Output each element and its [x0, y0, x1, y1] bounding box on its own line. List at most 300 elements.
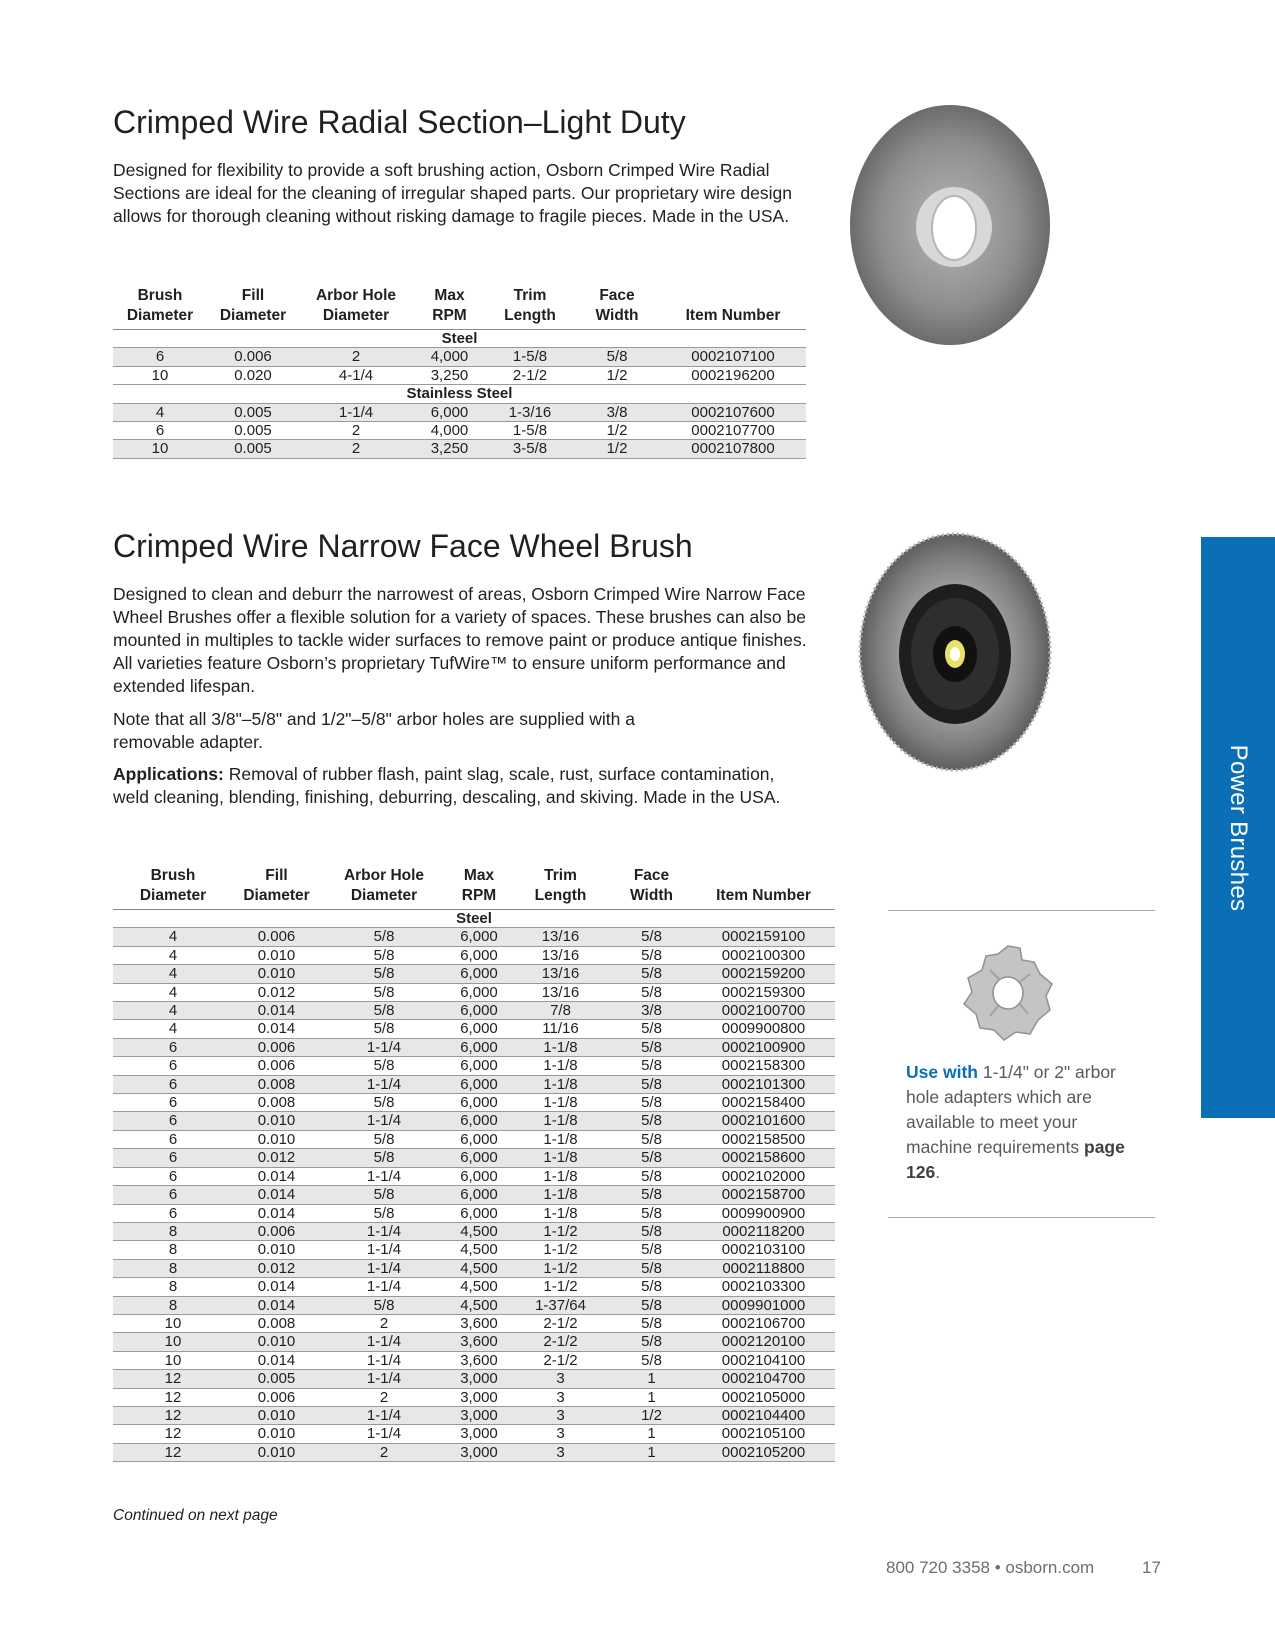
column-header-line: Arbor Hole [343, 867, 425, 884]
item-number-cell: 0002106700 [692, 1314, 835, 1332]
table-cell: 6 [113, 422, 207, 440]
table-cell: 6 [113, 1167, 233, 1185]
column-header-line: RPM [461, 887, 497, 904]
table-cell: 5/8 [611, 1149, 692, 1167]
table-cell: 6 [113, 1204, 233, 1222]
table-row [113, 1241, 835, 1259]
column-header-line [660, 286, 806, 306]
table-cell: 1-1/8 [510, 1038, 611, 1056]
radial-wire-brush-image [845, 100, 1060, 362]
item-number-cell: 0002158600 [692, 1149, 835, 1167]
table-cell: 10 [113, 1314, 233, 1332]
table-cell: 0.012 [233, 1149, 320, 1167]
table-cell: 0.005 [207, 422, 299, 440]
table-cell: 0.014 [233, 1204, 320, 1222]
table-header-row [113, 286, 806, 330]
column-header [692, 866, 835, 910]
table-row [113, 1296, 835, 1314]
table-cell: 1-1/4 [320, 1351, 448, 1369]
table-cell: 6,000 [413, 403, 486, 421]
table-cell: 2-1/2 [486, 366, 574, 384]
table-cell: 3,000 [448, 1388, 510, 1406]
table-cell: 6,000 [448, 1186, 510, 1204]
column-header [299, 286, 413, 330]
table-cell: 8 [113, 1259, 233, 1277]
column-header-line: Brush [137, 287, 183, 304]
table-cell: 3 [510, 1406, 611, 1424]
table-cell: 0.014 [233, 1278, 320, 1296]
table-cell: 8 [113, 1278, 233, 1296]
table-cell: 1-1/4 [320, 1222, 448, 1240]
table-cell: 1-1/4 [320, 1370, 448, 1388]
table-cell: 5/8 [611, 1038, 692, 1056]
arbor-hole-adapter-image [960, 940, 1056, 1044]
table-cell: 3/8 [574, 403, 660, 421]
item-number-cell: 0002107800 [660, 440, 806, 458]
table-cell: 4,500 [448, 1222, 510, 1240]
table-cell: 0.014 [233, 1296, 320, 1314]
table-cell: 0.006 [207, 348, 299, 366]
table-cell: 1-1/8 [510, 1094, 611, 1112]
column-header-line: Diameter [350, 887, 418, 904]
table-cell: 0.005 [233, 1370, 320, 1388]
item-number-cell: 0002103100 [692, 1241, 835, 1259]
column-header [207, 286, 299, 330]
table-row [113, 1020, 835, 1038]
table-cell: 1-1/2 [510, 1259, 611, 1277]
item-number-cell: 0002104700 [692, 1370, 835, 1388]
column-header [233, 866, 320, 910]
column-header-line: Diameter [243, 887, 310, 904]
column-header-line [692, 866, 835, 886]
table-cell: 6,000 [448, 1002, 510, 1020]
table-cell: 1-1/8 [510, 1186, 611, 1204]
column-header [413, 286, 486, 330]
table-row [113, 1075, 835, 1093]
applications-label: Applications: [113, 764, 224, 784]
column-header [611, 866, 692, 910]
table-cell: 5/8 [611, 1333, 692, 1351]
table-cell: 10 [113, 1351, 233, 1369]
table-cell: 6 [113, 1130, 233, 1148]
table-row [113, 1057, 835, 1075]
table-cell: 0.008 [233, 1314, 320, 1332]
table-cell: 0.005 [207, 440, 299, 458]
table-cell: 0.010 [233, 1406, 320, 1424]
table-cell: 12 [113, 1388, 233, 1406]
table-row [113, 1149, 835, 1167]
table-cell: 1-37/64 [510, 1296, 611, 1314]
column-header-line: Item Number [685, 307, 781, 324]
table-cell: 5/8 [320, 928, 448, 946]
table-cell: 1-1/8 [510, 1075, 611, 1093]
table-row [113, 946, 835, 964]
table-cell: 5/8 [611, 928, 692, 946]
table-cell: 1-1/4 [320, 1112, 448, 1130]
table-cell: 1-1/8 [510, 1204, 611, 1222]
item-number-cell: 0002104100 [692, 1351, 835, 1369]
column-header-line: Diameter [219, 307, 287, 324]
table-row [113, 403, 806, 421]
item-number-cell: 0002196200 [660, 366, 806, 384]
table-cell: 1-1/8 [510, 1167, 611, 1185]
table-cell: 6,000 [448, 946, 510, 964]
column-header-line: Max [463, 867, 495, 884]
table-cell: 1-1/4 [320, 1075, 448, 1093]
table-cell: 6,000 [448, 1149, 510, 1167]
table-cell: 0.010 [233, 965, 320, 983]
table-cell: 5/8 [320, 1094, 448, 1112]
table-row [113, 1425, 835, 1443]
table-cell: 3 [510, 1425, 611, 1443]
table-cell: 0.010 [233, 1425, 320, 1443]
adapter-note-end: . [935, 1162, 941, 1182]
table-cell: 1-1/2 [510, 1241, 611, 1259]
item-number-cell: 0002158500 [692, 1130, 835, 1148]
table-cell: 1-1/4 [320, 1406, 448, 1424]
table-cell: 1 [611, 1370, 692, 1388]
table-cell: 5/8 [320, 946, 448, 964]
table-cell: 13/16 [510, 946, 611, 964]
adapter-note [906, 1060, 1146, 1185]
table-cell: 5/8 [611, 1094, 692, 1112]
table-cell: 4-1/4 [299, 366, 413, 384]
table-row [113, 1388, 835, 1406]
table-cell: 0.014 [233, 1186, 320, 1204]
table-cell: 1-1/8 [510, 1112, 611, 1130]
table-cell: 2 [320, 1443, 448, 1461]
table-cell: 1 [611, 1443, 692, 1461]
table-cell: 5/8 [320, 1149, 448, 1167]
adapter-page-link[interactable]: page 126 [906, 1137, 1125, 1182]
table-row [113, 1351, 835, 1369]
table-cell: 5/8 [611, 1314, 692, 1332]
table-cell: 12 [113, 1370, 233, 1388]
material-group-row [113, 910, 835, 928]
column-header [486, 286, 574, 330]
table-cell: 2-1/2 [510, 1333, 611, 1351]
table-row [113, 348, 806, 366]
table-cell: 5/8 [320, 1204, 448, 1222]
table-cell: 6,000 [448, 928, 510, 946]
table-cell: 1-1/4 [320, 1259, 448, 1277]
table-cell: 13/16 [510, 965, 611, 983]
column-header [574, 286, 660, 330]
table-cell: 5/8 [611, 965, 692, 983]
item-number-cell: 0002158700 [692, 1186, 835, 1204]
continued-note: Continued on next page [113, 1507, 278, 1524]
table-cell: 1-1/8 [510, 1057, 611, 1075]
table-cell: 5/8 [611, 983, 692, 1001]
table-cell: 5/8 [611, 1204, 692, 1222]
table-cell: 4 [113, 946, 233, 964]
column-header-line: Width [630, 887, 673, 904]
item-number-cell: 0002100300 [692, 946, 835, 964]
column-header [660, 286, 806, 330]
table-cell: 5/8 [320, 1057, 448, 1075]
table-cell: 5/8 [320, 983, 448, 1001]
sidebar-rule-bottom [888, 1217, 1155, 1218]
table-cell: 0.008 [233, 1094, 320, 1112]
section2-applications [113, 763, 813, 809]
table-cell: 6 [113, 348, 207, 366]
material-group-row [113, 385, 806, 403]
item-number-cell: 0002100700 [692, 1002, 835, 1020]
column-header-line: Item Number [716, 887, 811, 904]
table-cell: 4,500 [448, 1241, 510, 1259]
table-cell: 6,000 [448, 1167, 510, 1185]
table-cell: 5/8 [574, 348, 660, 366]
column-header-line: Fill [265, 867, 288, 884]
table-cell: 1-1/2 [510, 1278, 611, 1296]
table-cell: 3,000 [448, 1406, 510, 1424]
table-cell: 6 [113, 1186, 233, 1204]
power-brushes-tab[interactable] [1201, 537, 1275, 1118]
section1-spec-table [113, 286, 806, 459]
table-cell: 5/8 [611, 1167, 692, 1185]
table-cell: 2 [299, 440, 413, 458]
item-number-cell: 0002159300 [692, 983, 835, 1001]
column-header-line: Brush [150, 867, 196, 884]
table-cell: 3 [510, 1443, 611, 1461]
table-cell: 8 [113, 1296, 233, 1314]
sidebar-rule-top [888, 910, 1155, 911]
table-cell: 1 [611, 1388, 692, 1406]
column-header-line: Face [633, 867, 670, 884]
table-cell: 13/16 [510, 928, 611, 946]
table-cell: 2-1/2 [510, 1314, 611, 1332]
column-header-line: Arbor Hole [315, 287, 397, 304]
column-header [320, 866, 448, 910]
item-number-cell: 0002120100 [692, 1333, 835, 1351]
table-cell: 5/8 [320, 1296, 448, 1314]
table-cell: 0.014 [233, 1351, 320, 1369]
page-number: 17 [1142, 1558, 1161, 1577]
table-cell: 1-5/8 [486, 348, 574, 366]
table-row [113, 1314, 835, 1332]
table-cell: 7/8 [510, 1002, 611, 1020]
table-cell: 4,000 [413, 348, 486, 366]
table-cell: 5/8 [611, 1057, 692, 1075]
table-cell: 6,000 [448, 1130, 510, 1148]
table-row [113, 928, 835, 946]
table-cell: 2-1/2 [510, 1351, 611, 1369]
table-cell: 1-3/16 [486, 403, 574, 421]
table-cell: 0.006 [233, 1222, 320, 1240]
column-header-line: Width [595, 307, 639, 324]
table-row [113, 1278, 835, 1296]
table-cell: 4 [113, 928, 233, 946]
table-cell: 0.006 [233, 928, 320, 946]
table-cell: 8 [113, 1241, 233, 1259]
table-row [113, 1130, 835, 1148]
table-cell: 6 [113, 1057, 233, 1075]
table-cell: 3 [510, 1370, 611, 1388]
power-brushes-tab-label: Power Brushes [1225, 744, 1252, 911]
table-cell: 6 [113, 1149, 233, 1167]
table-row [113, 1406, 835, 1424]
table-cell: 1-1/4 [320, 1241, 448, 1259]
table-cell: 1/2 [611, 1406, 692, 1424]
column-header-line: Diameter [139, 887, 207, 904]
table-cell: 4 [113, 1002, 233, 1020]
material-group-label: Steel [113, 330, 806, 348]
adapter-note-text: 1-1/4" or 2" arbor hole adapters which are available to meet your machine requirements [906, 1062, 1116, 1157]
table-cell: 0.010 [233, 1241, 320, 1259]
table-cell: 6,000 [448, 965, 510, 983]
column-header [113, 286, 207, 330]
table-cell: 4,500 [448, 1259, 510, 1277]
table-cell: 5/8 [611, 1112, 692, 1130]
table-cell: 0.010 [233, 1443, 320, 1461]
table-cell: 0.012 [233, 983, 320, 1001]
column-header-line: Diameter [322, 307, 390, 324]
item-number-cell: 0002100900 [692, 1038, 835, 1056]
section2-table-wrap [113, 866, 835, 1462]
table-row [113, 1038, 835, 1056]
table-cell: 2 [320, 1388, 448, 1406]
item-number-cell: 0002159100 [692, 928, 835, 946]
table-cell: 5/8 [611, 1241, 692, 1259]
column-header [510, 866, 611, 910]
table-cell: 3-5/8 [486, 440, 574, 458]
table-header-row [113, 866, 835, 910]
item-number-cell: 0002104400 [692, 1406, 835, 1424]
item-number-cell: 0002102000 [692, 1167, 835, 1185]
table-cell: 1/2 [574, 366, 660, 384]
table-cell: 4 [113, 983, 233, 1001]
table-cell: 6 [113, 1038, 233, 1056]
material-group-label: Steel [113, 910, 835, 928]
table-cell: 4 [113, 1020, 233, 1038]
table-row [113, 440, 806, 458]
table-cell: 12 [113, 1406, 233, 1424]
table-cell: 0.014 [233, 1020, 320, 1038]
table-cell: 3,000 [448, 1370, 510, 1388]
section1-description: Designed for flexibility to provide a soft brushing action, Osborn Crimped Wire Radial Sections are ideal for the cleaning of irregular shaped parts. Our proprietary wire design allows for thorough cleaning without risking damage to fragile pieces. Made in the USA. [113, 160, 792, 226]
table-cell: 3,600 [448, 1314, 510, 1332]
table-cell: 5/8 [611, 1020, 692, 1038]
item-number-cell: 0002101600 [692, 1112, 835, 1130]
table-cell: 4,000 [413, 422, 486, 440]
table-row [113, 1112, 835, 1130]
item-number-cell: 0002107100 [660, 348, 806, 366]
table-cell: 3,250 [413, 440, 486, 458]
item-number-cell: 0009900900 [692, 1204, 835, 1222]
item-number-cell: 0002159200 [692, 965, 835, 983]
table-cell: 1/2 [574, 422, 660, 440]
item-number-cell: 0002101300 [692, 1075, 835, 1093]
table-cell: 3,000 [448, 1425, 510, 1443]
section2-note: Note that all 3/8"–5/8" and 1/2"–5/8" arbor holes are supplied with a removable adapter. [113, 709, 635, 752]
table-cell: 1-1/8 [510, 1130, 611, 1148]
item-number-cell: 0002105200 [692, 1443, 835, 1461]
table-row [113, 965, 835, 983]
table-row [113, 983, 835, 1001]
table-cell: 6 [113, 1075, 233, 1093]
table-cell: 5/8 [320, 1002, 448, 1020]
table-cell: 0.010 [233, 1130, 320, 1148]
item-number-cell: 0002107600 [660, 403, 806, 421]
item-number-cell: 0002118800 [692, 1259, 835, 1277]
column-header-line: Length [504, 307, 556, 324]
table-cell: 4,500 [448, 1278, 510, 1296]
table-cell: 2 [299, 348, 413, 366]
table-cell: 5/8 [611, 1186, 692, 1204]
table-cell: 6,000 [448, 1057, 510, 1075]
table-cell: 6 [113, 1112, 233, 1130]
table-cell: 10 [113, 366, 207, 384]
section2-title: Crimped Wire Narrow Face Wheel Brush [113, 528, 693, 564]
table-cell: 1/2 [574, 440, 660, 458]
item-number-cell: 0002105100 [692, 1425, 835, 1443]
column-header-line: Max [434, 287, 465, 304]
table-cell: 11/16 [510, 1020, 611, 1038]
column-header-line: Diameter [126, 307, 194, 324]
table-row [113, 1333, 835, 1351]
item-number-cell: 0002107700 [660, 422, 806, 440]
table-cell: 5/8 [611, 1278, 692, 1296]
column-header-line: Trim [544, 867, 577, 884]
table-cell: 8 [113, 1222, 233, 1240]
column-header-line: Length [534, 887, 587, 904]
table-cell: 5/8 [611, 1222, 692, 1240]
table-cell: 5/8 [611, 1259, 692, 1277]
table-cell: 3,600 [448, 1351, 510, 1369]
item-number-cell: 0009901000 [692, 1296, 835, 1314]
column-header-line: Trim [513, 287, 547, 304]
table-cell: 1-1/2 [510, 1222, 611, 1240]
table-cell: 5/8 [611, 1130, 692, 1148]
table-cell: 0.010 [233, 946, 320, 964]
table-row [113, 422, 806, 440]
table-cell: 0.012 [233, 1259, 320, 1277]
item-number-cell: 0009900800 [692, 1020, 835, 1038]
section1-table-wrap [113, 286, 806, 459]
table-cell: 6,000 [448, 1020, 510, 1038]
table-cell: 6 [113, 1094, 233, 1112]
material-group-row [113, 330, 806, 348]
table-cell: 3,600 [448, 1333, 510, 1351]
table-cell: 5/8 [611, 1296, 692, 1314]
table-row [113, 1094, 835, 1112]
table-cell: 0.014 [233, 1002, 320, 1020]
table-row [113, 1167, 835, 1185]
table-cell: 6,000 [448, 983, 510, 1001]
table-cell: 0.008 [233, 1075, 320, 1093]
column-header [448, 866, 510, 910]
section2-description: Designed to clean and deburr the narrowest of areas, Osborn Crimped Wire Narrow Face Wheel Brushes offer a flexible solution for a variety of spaces. These brushes can also be mounted in multiples to tackle wider surfaces to remove paint or produce antique finishes. All varieties feature Osborn’s proprietary TufWire™ to ensure uniform performance and extended lifespan. [113, 584, 807, 696]
table-row [113, 1370, 835, 1388]
table-cell: 5/8 [320, 1186, 448, 1204]
table-cell: 12 [113, 1443, 233, 1461]
table-cell: 5/8 [320, 1020, 448, 1038]
table-cell: 6,000 [448, 1075, 510, 1093]
item-number-cell: 0002158300 [692, 1057, 835, 1075]
adapter-note-lead: Use with [906, 1062, 978, 1082]
table-cell: 6,000 [448, 1204, 510, 1222]
table-cell: 2 [320, 1314, 448, 1332]
table-cell: 1-1/4 [320, 1278, 448, 1296]
applications-text: Removal of rubber flash, paint slag, scale, rust, surface contamination, weld cleaning, blending, finishing, deburring, descaling, and skiving. Made in the USA. [113, 764, 781, 807]
table-cell: 6,000 [448, 1094, 510, 1112]
table-row [113, 1443, 835, 1461]
table-cell: 5/8 [611, 946, 692, 964]
footer-contact: 800 720 3358 • osborn.com [886, 1558, 1095, 1577]
table-cell: 1-1/4 [320, 1038, 448, 1056]
table-row [113, 1222, 835, 1240]
section2-spec-table [113, 866, 835, 1462]
